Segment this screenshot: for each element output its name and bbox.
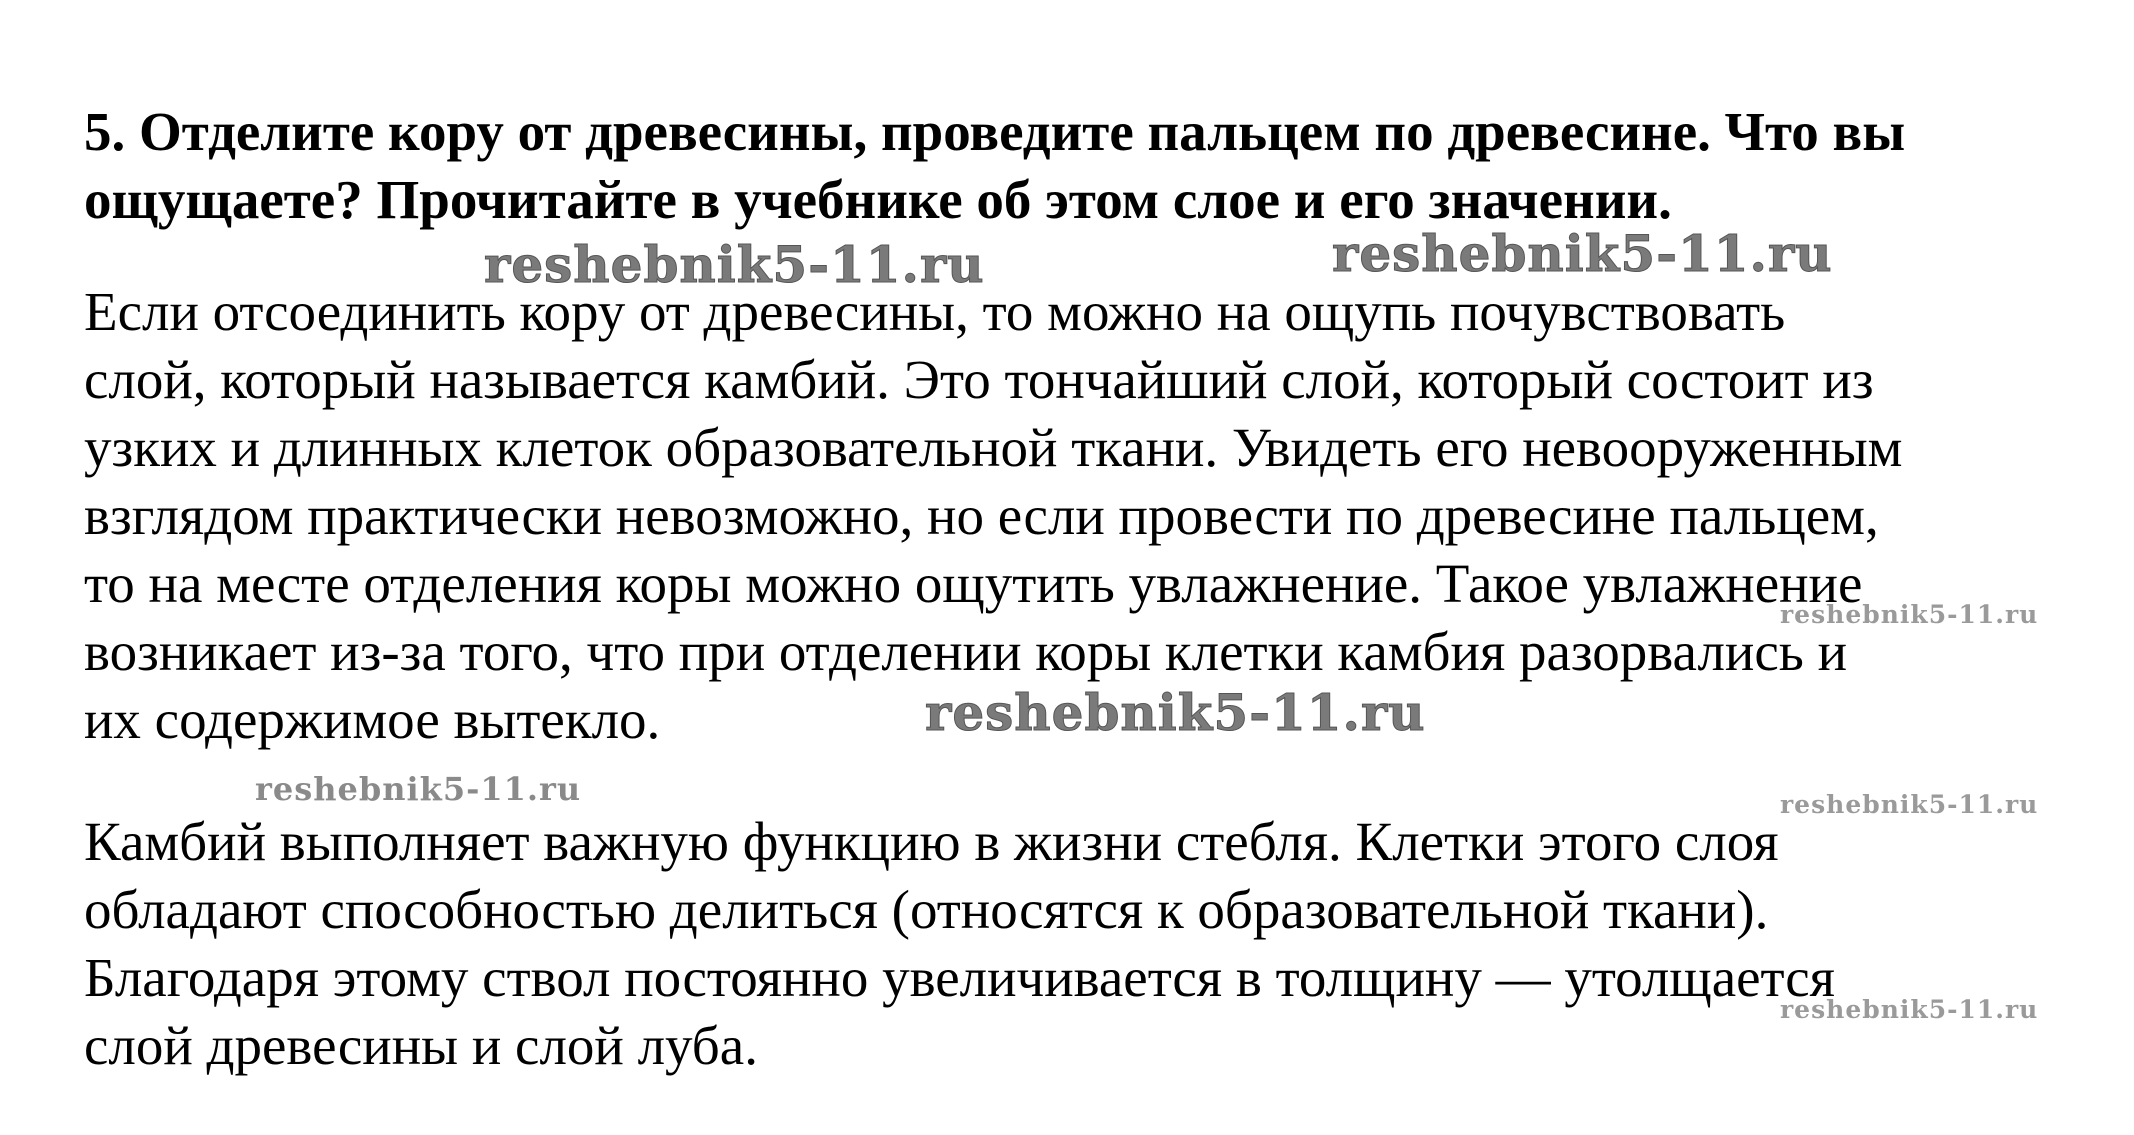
watermark: reshebnik5-11.ru bbox=[1780, 995, 2039, 1024]
watermark: reshebnik5-11.ru bbox=[1780, 600, 2039, 629]
watermark: reshebnik5-11.ru bbox=[484, 235, 985, 294]
watermark: reshebnik5-11.ru bbox=[1332, 224, 1833, 283]
watermark: reshebnik5-11.ru bbox=[1780, 790, 2039, 819]
answer-paragraph-2: Камбий выполняет важную функцию в жизни стебля. Клетки этого слоя обладают способностью делиться (относятся к образовательной ткани). Благодаря этому ствол постоянно увеличивается в толщину — утолщается слой древесины и слой луба. bbox=[84, 811, 1835, 1076]
answer-paragraph-1: Если отсоединить кору от древесины, то можно на ощупь почувствовать слой, который называется камбий. Это тончайший слой, который состоит из узких и длинных клеток образовательной ткани. Увидеть его невооруженным взглядом практически невозможно, но если провести по древесине пальцем, то на месте отделения коры можно ощутить увлажнение. Такое увлажнение возникает из-за того, что при отделении коры клетки камбия разорвались и их содержимое вытекло. bbox=[84, 281, 1903, 750]
watermark: reshebnik5-11.ru bbox=[925, 683, 1426, 742]
question-heading: 5. Отделите кору от древесины, проведите пальцем по древесине. Что вы ощущаете? Прочитайте в учебнике об этом слое и его значении. bbox=[84, 101, 1906, 230]
watermark: reshebnik5-11.ru bbox=[255, 770, 582, 808]
